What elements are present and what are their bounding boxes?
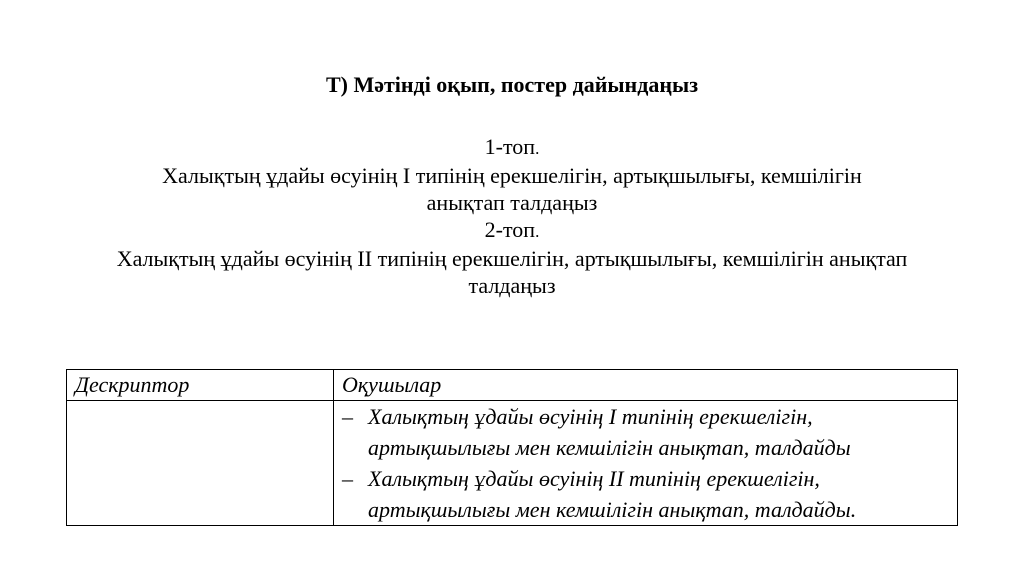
header-students: Оқушылар	[334, 370, 958, 401]
slide-title: Т) Мәтінді оқып, постер дайындаңыз	[325, 72, 699, 97]
list-item	[342, 401, 949, 463]
item-line2: артықшылығы мен кемшілігін анықтап, талдайды	[368, 435, 851, 460]
item-line1: Халықтың ұдайы өсуінің І типінің ерекшелігін,	[368, 404, 813, 429]
table-header-row	[67, 370, 958, 401]
group2-dot: .	[535, 222, 540, 241]
group1-task-line1: Халықтың ұдайы өсуінің І типінің ерекшелігін, артықшылығы, кемшілігін	[162, 163, 862, 188]
group2-task-line2: талдаңыз	[468, 273, 556, 298]
header-descriptor: Дескриптор	[67, 370, 334, 401]
list-item	[342, 463, 949, 525]
group1-task-line2: анықтап талдаңыз	[426, 190, 598, 215]
group-tasks	[40, 133, 984, 299]
item-line1: Халықтың ұдайы өсуінің ІІ типінің ерекшелігін,	[368, 466, 820, 491]
descriptor-cell	[67, 401, 334, 526]
dash-bullet: –	[342, 404, 353, 429]
item-line2: артықшылығы мен кемшілігін анықтап, талдайды.	[368, 497, 857, 522]
group1-heading	[40, 133, 984, 162]
group2-label: 2-топ	[484, 217, 536, 242]
group2-task-line1: Халықтың ұдайы өсуінің ІІ типінің ерекшелігін, артықшылығы, кемшілігін анықтап	[116, 246, 908, 271]
students-cell	[334, 401, 958, 526]
table-row	[67, 401, 958, 526]
descriptor-table	[66, 369, 958, 526]
group2-heading	[40, 216, 984, 245]
group1-label: 1-топ	[484, 134, 536, 159]
group1-dot: .	[535, 139, 540, 158]
dash-bullet: –	[342, 466, 353, 491]
